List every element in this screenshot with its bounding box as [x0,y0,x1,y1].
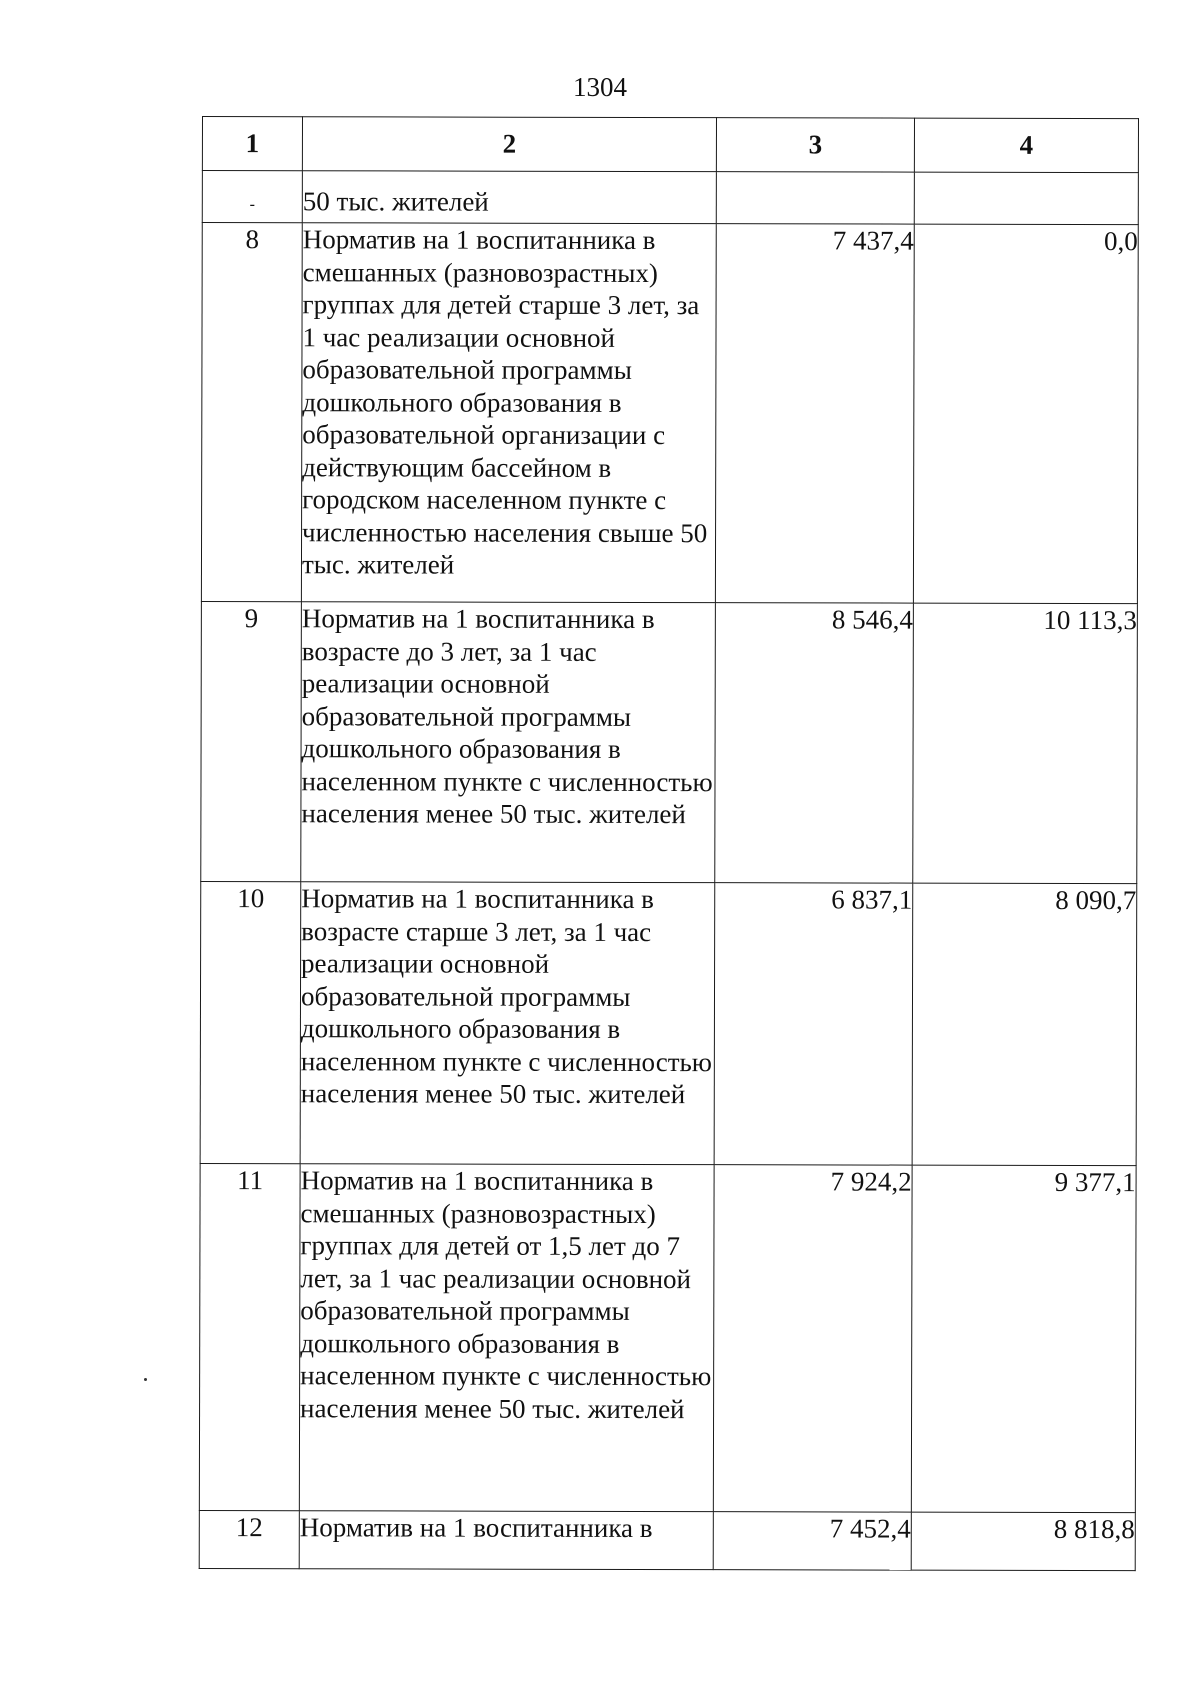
row-col3-cell: 7 437,4 [715,224,914,603]
standards-table [199,116,1139,1571]
row-col4-cell: 9 377,1 [911,1165,1136,1513]
row-col3-cell: 7 452,4 [713,1512,911,1570]
row-col4-cell: 0,0 [913,224,1138,604]
table-row [199,1510,1135,1570]
row-col4-cell: 8 818,8 [911,1512,1135,1571]
page-number: 1304 [573,72,627,102]
table-header [202,117,1138,173]
header-row [202,117,1138,173]
table-row [201,223,1138,604]
row-name-cell: Норматив на 1 воспитанника в смешанных (разновозрастных) группах для детей старше 3 лет, за 1 час реализации основной образовательной программы дошкольного образования в образовательной организации с действующим бассейном в городском населенном пункте с численностью населения свыше 50 тыс. жителей [301,223,716,603]
table-row-continuation [202,171,1138,225]
row-number-cell: 12 [199,1510,299,1568]
scan-speck [144,1378,147,1381]
header-col-1: 1 [202,117,302,171]
row-number-cell: 9 [201,601,302,881]
table-row [199,1163,1136,1512]
header-col-2: 2 [302,117,716,172]
row-col4-cell: 10 113,3 [913,603,1138,884]
row-number-cell: 10 [200,881,301,1163]
row-col4-cell: 8 090,7 [912,883,1137,1166]
header-col-3: 3 [716,118,914,172]
row-name-cell: Норматив на 1 воспитанника в возрасте до 3 лет, за 1 час реализации основной образовательной программы дошкольного образования в населенном пункте с численностью населения менее 50 тыс. жителей [301,602,716,883]
row-number-cell: 8 [201,223,302,602]
row-name-cell: Норматив на 1 воспитанника в возрасте старше 3 лет, за 1 час реализации основной образовательной программы дошкольного образования в населенном пункте с численностью населения менее 50 тыс. жителей [300,882,715,1165]
row-number-cell [202,171,302,223]
table-body [199,171,1138,1571]
row-col3-cell: 6 837,1 [714,883,913,1165]
row-col3-cell: 8 546,4 [715,603,914,883]
table-row [200,881,1137,1165]
row-col3-cell: 7 924,2 [713,1165,912,1512]
table-row [201,601,1138,883]
row-name-cell: 50 тыс. жителей [302,171,716,224]
row-name-cell: Норматив на 1 воспитанника в смешанных (разновозрастных) группах для детей от 1,5 лет до 7 лет, за 1 час реализации основной образовательной программы дошкольного образования в населенном пункте с численностью населения менее 50 тыс. жителей [299,1164,714,1512]
continuation-mark: - [249,196,255,214]
header-col-4: 4 [914,118,1138,173]
row-number-cell: 11 [199,1163,300,1510]
row-col4-cell [914,172,1138,225]
row-name-cell: Норматив на 1 воспитанника в [299,1511,713,1570]
row-col3-cell [716,172,914,224]
